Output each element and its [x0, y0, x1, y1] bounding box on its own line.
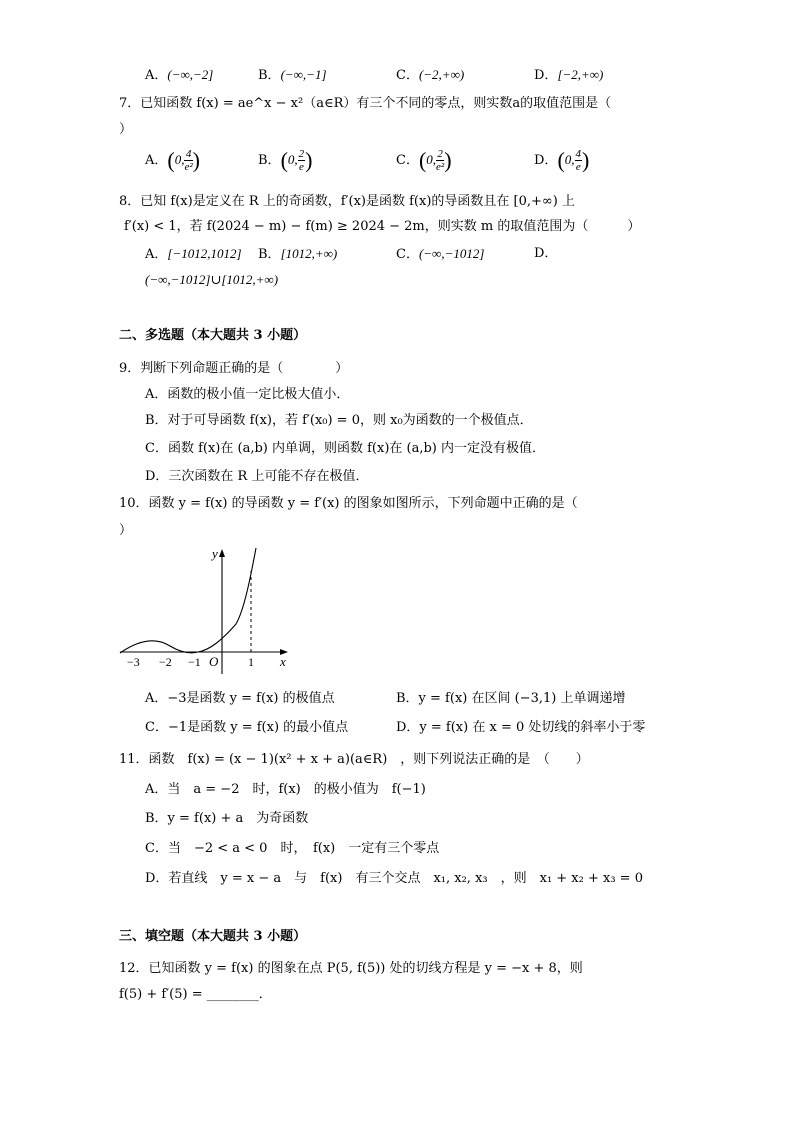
q10-stem: 10．函数 y = f(x) 的导函数 y = f′(x) 的图象如图所示，下列命题中正确的是（ — [119, 496, 578, 511]
q11-option-d: D．若直线 y = x − a 与 f(x) 有三个交点 x₁, x₂, x₃ ，则 x₁ + x₂ + x₃ = 0 — [145, 871, 643, 886]
tick-label-1: 1 — [248, 655, 254, 669]
q8-option-a: A．[−1012,1012] — [145, 246, 242, 262]
q12-stem-line2: f(5) + f′(5) = ________． — [119, 987, 272, 1002]
q12-stem-line1: 12．已知函数 y = f(x) 的图象在点 P(5, f(5)) 处的切线方程是 y = −x + 8，则 — [119, 961, 583, 976]
q7-option-a: A．(0, $\frac{4}{\text{e²}}$ ) — [145, 147, 200, 173]
q11-option-c: C．当 −2 < a < 0 时， f(x) 一定有三个零点 — [145, 841, 440, 856]
q9-option-b: B．对于可导函数 f(x)，若 f′(x₀) = 0，则 x₀为函数的一个极值点． — [145, 413, 533, 428]
q7-option-c: C．(0, $\frac{2}{\text{e²}}$ ) — [396, 147, 452, 173]
q10-option-c: C．−1是函数 y = f(x) 的最小值点 — [145, 720, 349, 735]
q10-option-b: B．y = f(x) 在区间 (−3,1) 上单调递增 — [396, 691, 626, 706]
section-multiple-choice-heading: 二、多选题（本大题共 3 小题） — [119, 328, 307, 343]
q10-option-d: D．y = f(x) 在 x = 0 处切线的斜率小于零 — [396, 720, 646, 735]
q7-option-b: B．(0, $\frac{2}{e}$ ) — [258, 147, 313, 173]
origin-label: O — [209, 654, 219, 669]
q9-stem: 9．判断下列命题正确的是（ ） — [119, 361, 349, 376]
q11-option-a: A．当 a = −2 时，f(x) 的极小值为 f(−1) — [145, 782, 426, 797]
tick-label-neg3: −3 — [127, 655, 140, 669]
tick-label-neg1: −1 — [188, 655, 201, 669]
q7-stem-end: ） — [119, 122, 133, 137]
q7-stem: 7．已知函数 f(x) = ae^x − x²（a∈R）有三个不同的零点，则实数a的取值范围是（ — [119, 96, 612, 111]
q9-option-a: A．函数的极小值一定比极大值小． — [145, 387, 350, 402]
tick-label-neg2: −2 — [159, 655, 172, 669]
section-fill-in-heading: 三、填空题（本大题共 3 小题） — [119, 929, 307, 944]
y-axis-label: y — [212, 546, 218, 561]
q6-option-b: B．(−∞,−1] — [258, 67, 327, 83]
q6-option-a: A．(−∞,−2] — [145, 67, 214, 83]
q10-option-a: A．−3是函数 y = f(x) 的极值点 — [145, 691, 335, 706]
y-axis-arrow — [219, 549, 225, 557]
q8-option-c: C．(−∞,−1012] — [396, 246, 485, 262]
q7-option-d: D．(0, $\frac{4}{e}$ ) — [534, 147, 590, 173]
q8-option-d-value: (−∞,−1012]∪[1012,+∞) — [145, 272, 279, 287]
q11-option-b: B．y = f(x) + a 为奇函数 — [145, 811, 309, 826]
q9-option-c: C．函数 f(x)在 (a,b) 内单调，则函数 f(x)在 (a,b) 内一定没有极值． — [145, 441, 546, 456]
q10-stem-end: ） — [119, 523, 133, 538]
q6-option-c: C．(−2,+∞) — [396, 67, 465, 83]
x-axis-label: x — [280, 654, 286, 669]
derivative-graph — [118, 540, 298, 675]
q8-stem-line2: f′(x) < 1，若 f(2024 − m) − f(m) ≥ 2024 − 2m，则实数 m 的取值范围为（ ） — [124, 219, 641, 234]
q9-option-d: D．三次函数在 R 上可能不存在极值． — [145, 469, 369, 484]
q8-stem-line1: 8．已知 f(x)是定义在 R 上的奇函数，f′(x)是函数 f(x)的导函数且在 [0,+∞) 上 — [119, 194, 575, 209]
q8-option-d: D． — [534, 246, 558, 261]
q8-option-b: B．[1012,+∞) — [258, 246, 338, 262]
q11-stem: 11．函数 f(x) = (x − 1)(x² + x + a)(a∈R) ，则下列说法正确的是 （ ） — [119, 752, 589, 767]
derivative-curve — [120, 548, 256, 653]
q6-option-d: D．[−2,+∞) — [534, 67, 604, 83]
